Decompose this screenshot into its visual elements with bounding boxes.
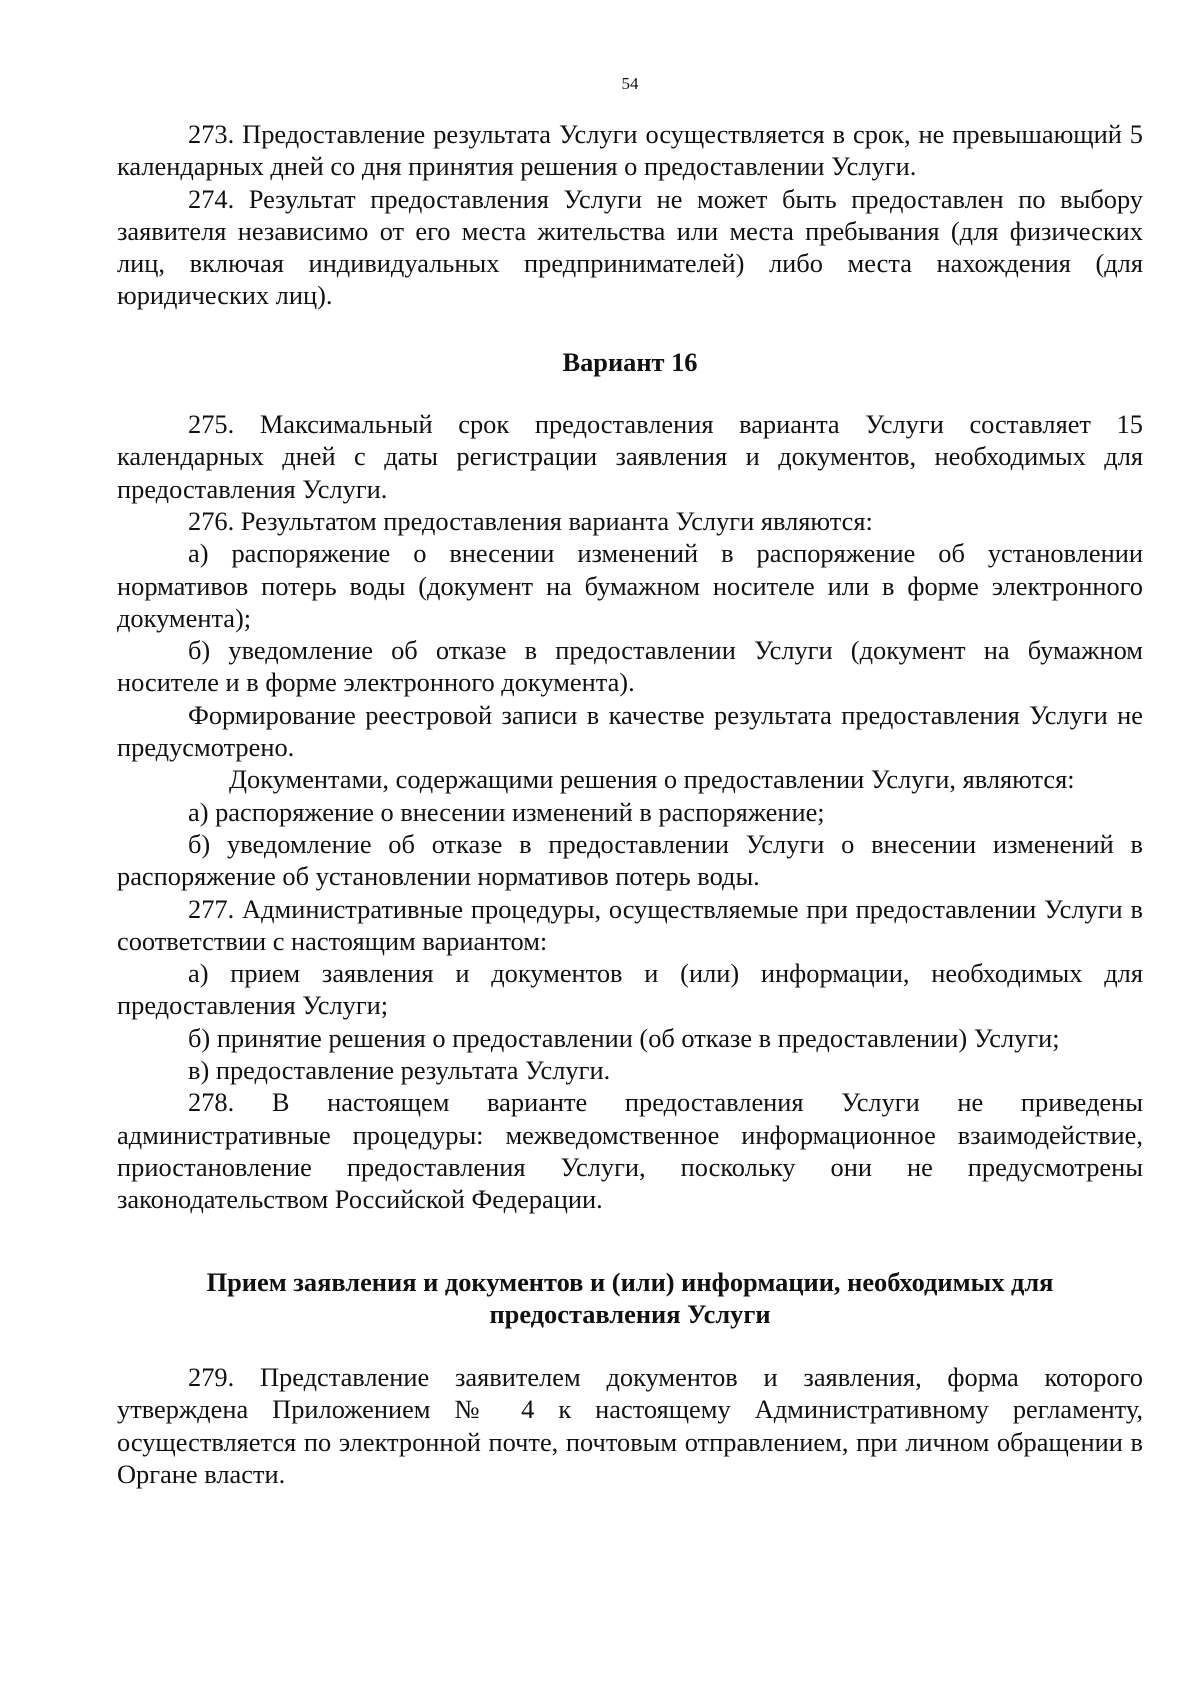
page-number: 54 bbox=[621, 74, 639, 93]
paragraph-277-b: б) принятие решения о предоставлении (об отказе в предоставлении) Услуги; bbox=[188, 1022, 1060, 1053]
paragraph-273: 273. Предоставление результата Услуги осуществляется в срок, не превышающий 5 календарных дней со дня принятия решения о предоставлении Услуги. bbox=[117, 119, 1143, 182]
paragraph-277-a: а) прием заявления и документов и (или) информации, необходимых для предоставления Услуги; bbox=[117, 958, 1143, 1021]
paragraph-277-c: в) предоставление результата Услуги. bbox=[188, 1055, 611, 1086]
section-heading-line-1: Прием заявления и документов и (или) информации, необходимых для bbox=[206, 1266, 1054, 1297]
paragraph-277: 277. Административные процедуры, осуществляемые при предоставлении Услуги в соответствии с настоящим вариантом: bbox=[117, 893, 1143, 956]
paragraph-274: 274. Результат предоставления Услуги не может быть предоставлен по выбору заявителя независимо от его места жительства или места пребывания (для физических лиц, включая индивидуальных предпринимателей) либо места нахождения (для юридических лиц). bbox=[117, 183, 1143, 311]
paragraph-registry-record: Формирование реестровой записи в качестве результата предоставления Услуги не предусмотрено. bbox=[117, 699, 1143, 763]
paragraph-decision-b: б) уведомление об отказе в предоставлении Услуги о внесении изменений в распоряжение об установлении нормативов потерь воды. bbox=[117, 828, 1143, 892]
paragraph-276-b: б) уведомление об отказе в предоставлении Услуги (документ на бумажном носителе и в форме электронного документа). bbox=[117, 635, 1143, 698]
paragraph-276-a: а) распоряжение о внесении изменений в распоряжение об установлении нормативов потерь воды (документ на бумажном носителе или в форме электронного документа); bbox=[117, 538, 1143, 633]
paragraph-278: 278. В настоящем варианте предоставления Услуги не приведены административные процедуры: межведомственное информационное взаимодействие, приостановление предоставления Услуги, поскольку они не предусмотрены законодательством Российской Федерации. bbox=[117, 1087, 1143, 1215]
document-body bbox=[117, 118, 1143, 1490]
section-heading bbox=[117, 1266, 1143, 1331]
section-heading-line-2: предоставления Услуги bbox=[489, 1298, 771, 1329]
variant-heading: Вариант 16 bbox=[562, 346, 698, 377]
paragraph-279: 279. Представление заявителем документов и заявления, форма которого утверждена Приложением № 4 к настоящему Административному регламенту, осуществляется по электронной почте, почтовым отправлением, при личном обращении в Органе власти. bbox=[117, 1362, 1143, 1489]
paragraph-275: 275. Максимальный срок предоставления варианта Услуги составляет 15 календарных дней с даты регистрации заявления и документов, необходимых для предоставления Услуги. bbox=[117, 409, 1143, 504]
paragraph-decision-documents: Документами, содержащими решения о предоставлении Услуги, являются: bbox=[229, 764, 1075, 795]
paragraph-decision-a: а) распоряжение о внесении изменений в распоряжение; bbox=[188, 796, 825, 827]
paragraph-276: 276. Результатом предоставления варианта Услуги являются: bbox=[188, 505, 873, 536]
